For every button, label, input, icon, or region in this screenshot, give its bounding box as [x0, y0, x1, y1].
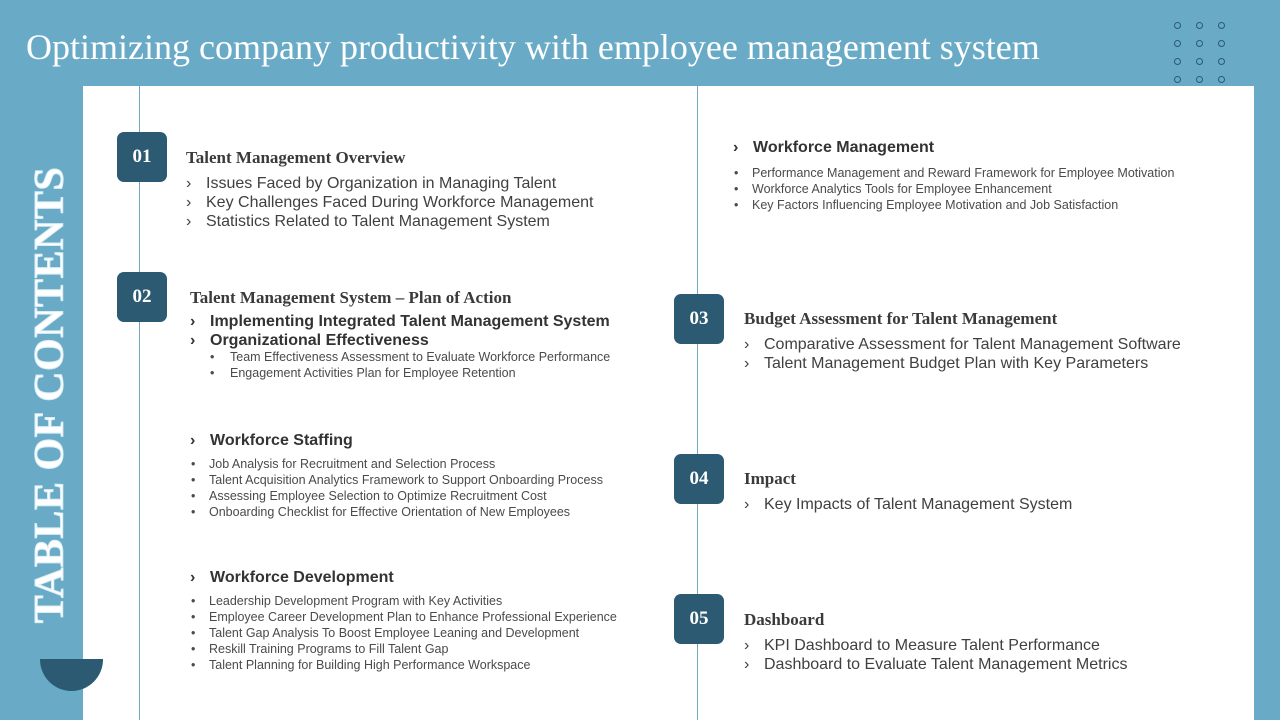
side-title: TABLE OF CONTENTS: [27, 166, 73, 624]
section-05-badge: 05: [674, 594, 724, 644]
workforce-development-bullet: • Reskill Training Programs to Fill Talent Gap: [191, 642, 449, 656]
section-01-badge: 01: [117, 132, 167, 182]
workforce-staffing-label: › Workforce Staffing: [190, 432, 353, 449]
org-effectiveness-bullet: • Engagement Activities Plan for Employee Retention: [210, 366, 516, 380]
section-04-item: › Key Impacts of Talent Management System: [744, 496, 1073, 513]
org-effectiveness-bullet: • Team Effectiveness Assessment to Evaluate Workforce Performance: [210, 350, 611, 364]
workforce-development-bullet: • Leadership Development Program with Key Activities: [191, 594, 503, 608]
section-01-item: › Key Challenges Faced During Workforce Management: [186, 194, 594, 211]
section-02-item: › Implementing Integrated Talent Management System: [190, 313, 610, 330]
workforce-development-bullet: • Talent Planning for Building High Performance Workspace: [191, 658, 531, 672]
workforce-development-bullet: • Employee Career Development Plan to Enhance Professional Experience: [191, 610, 617, 624]
section-03-item: › Comparative Assessment for Talent Management Software: [744, 336, 1181, 353]
workforce-management-bullet: • Performance Management and Reward Framework for Employee Motivation: [734, 166, 1175, 180]
section-03-item: › Talent Management Budget Plan with Key Parameters: [744, 355, 1149, 372]
section-02-item: › Organizational Effectiveness: [190, 332, 429, 349]
section-05-item: › KPI Dashboard to Measure Talent Performance: [744, 637, 1100, 654]
workforce-management-bullet: • Key Factors Influencing Employee Motivation and Job Satisfaction: [734, 198, 1119, 212]
workforce-staffing-bullet: • Talent Acquisition Analytics Framework to Support Onboarding Process: [191, 473, 603, 487]
workforce-staffing-bullet: • Job Analysis for Recruitment and Selection Process: [191, 457, 496, 471]
section-04-badge: 04: [674, 454, 724, 504]
section-01-item: › Issues Faced by Organization in Managing Talent: [186, 175, 557, 192]
section-03-badge: 03: [674, 294, 724, 344]
section-04-heading: Impact: [744, 469, 796, 488]
section-03-heading: Budget Assessment for Talent Management: [744, 309, 1058, 328]
section-01-item: › Statistics Related to Talent Management System: [186, 213, 550, 230]
section-02-badge: 02: [117, 272, 167, 322]
section-05-item: › Dashboard to Evaluate Talent Management Metrics: [744, 656, 1128, 673]
workforce-management-label: › Workforce Management: [733, 139, 935, 156]
slide-title: Optimizing company productivity with employee management system: [26, 27, 1040, 67]
workforce-staffing-bullet: • Onboarding Checklist for Effective Orientation of New Employees: [191, 505, 571, 519]
section-02-heading: Talent Management System – Plan of Action: [190, 288, 512, 307]
workforce-development-bullet: • Talent Gap Analysis To Boost Employee Leaning and Development: [191, 626, 580, 640]
workforce-development-label: › Workforce Development: [190, 569, 394, 586]
section-01-heading: Talent Management Overview: [186, 148, 406, 167]
section-05-heading: Dashboard: [744, 610, 825, 629]
workforce-management-bullet: • Workforce Analytics Tools for Employee Enhancement: [734, 182, 1052, 196]
workforce-staffing-bullet: • Assessing Employee Selection to Optimize Recruitment Cost: [191, 489, 547, 503]
